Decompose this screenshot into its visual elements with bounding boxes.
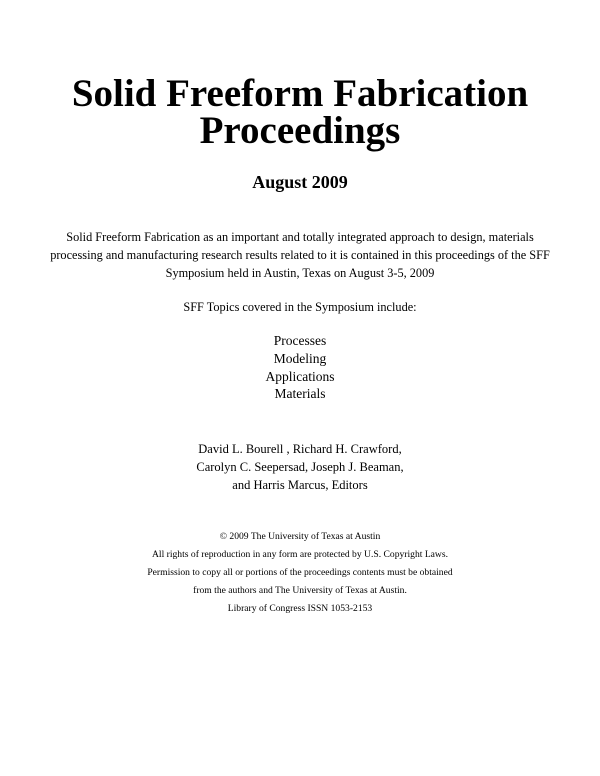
intro-line: Solid Freeform Fabrication as an important and totally integrated approach to design, materials — [66, 230, 534, 244]
topic-item: Materials — [274, 386, 326, 401]
editors-line: Carolyn C. Seepersad, Joseph J. Beaman, — [196, 460, 404, 474]
editors-line: and Harris Marcus, Editors — [232, 478, 368, 492]
copyright-line: Permission to copy all or portions of the proceedings contents must be obtained — [147, 567, 453, 578]
date: August 2009 — [252, 172, 348, 192]
title-line-1: Solid Freeform Fabrication — [71, 72, 529, 115]
editors-line: David L. Bourell , Richard H. Crawford, — [198, 442, 402, 456]
copyright-line: from the authors and The University of Texas at Austin. — [193, 585, 407, 596]
topic-item: Processes — [273, 333, 327, 348]
topic-item: Modeling — [273, 351, 327, 366]
copyright-line: © 2009 The University of Texas at Austin — [219, 531, 381, 542]
intro-line: Symposium held in Austin, Texas on August 3-5, 2009 — [165, 266, 435, 280]
topic-item: Applications — [265, 369, 335, 384]
title-line-2: Proceedings — [199, 109, 401, 152]
topics-heading: SFF Topics covered in the Symposium include: — [183, 300, 417, 314]
intro-line: processing and manufacturing research results related to it is contained in this proceedings of the SFF — [50, 248, 550, 262]
copyright-line: All rights of reproduction in any form are protected by U.S. Copyright Laws. — [151, 549, 448, 560]
copyright-line: Library of Congress ISSN 1053-2153 — [227, 603, 373, 614]
